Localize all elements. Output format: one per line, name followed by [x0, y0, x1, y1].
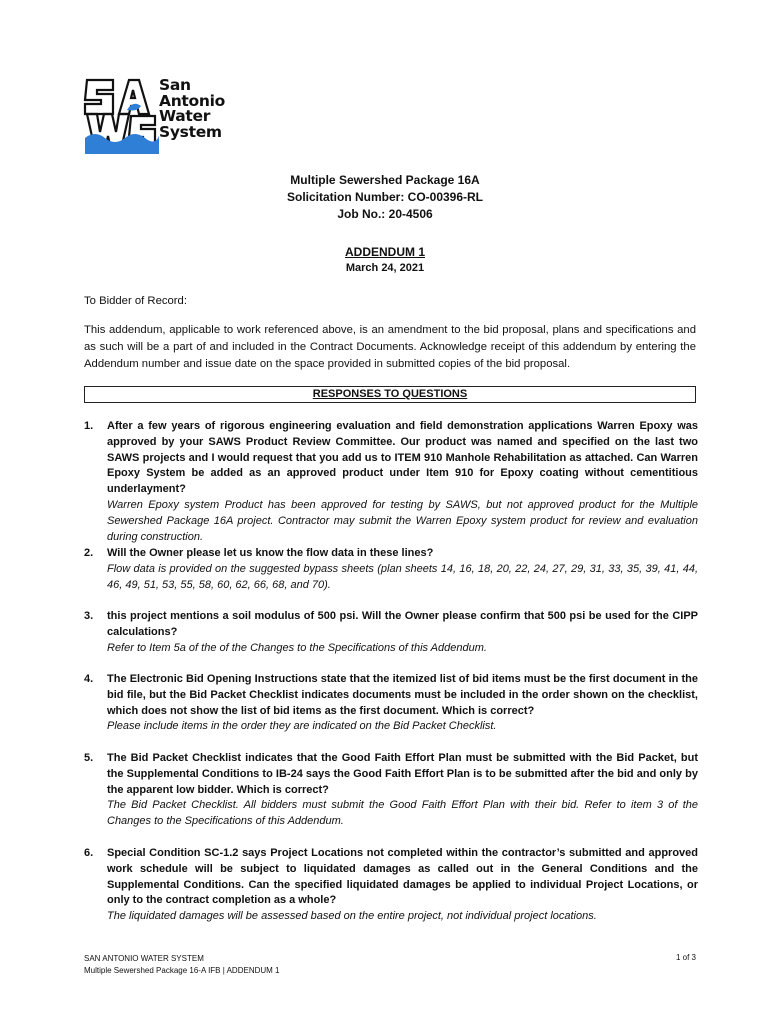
addendum-title: ADDENDUM 1 — [344, 245, 425, 259]
footer-org: SAN ANTONIO WATER SYSTEM — [84, 954, 204, 963]
saws-logo — [83, 74, 223, 154]
saws-emblem-icon — [83, 74, 159, 154]
qa-item — [84, 546, 698, 593]
question-text: After a few years of rigorous engineering evaluation and field demonstration applications Warren Epoxy was approved by your SAWS Product Review Committee. Our product was named and specified on the last two SAWS projects and I would request that you add us to ITEM 910 Manhole Rehabilitation as attached. Can Warren Epoxy System be added as an approved product under Item 910 for Epoxy coating without cementitious underlayment? — [107, 420, 698, 496]
answer-text: The liquidated damages will be assessed based on the entire project, not individual project locations. — [107, 910, 597, 923]
qa-number: 6. — [84, 847, 94, 859]
question-text: this project mentions a soil modulus of 500 psi. Will the Owner please confirm that 500 psi be used for the CIPP calculations? — [107, 610, 698, 638]
qa-number: 4. — [84, 673, 94, 685]
logo-line-san: San — [159, 76, 191, 94]
qa-item — [84, 419, 698, 545]
question-text: The Electronic Bid Opening Instructions state that the itemized list of bid items must be the first document in the bid file, but the Bid Packet Checklist indicates documents must be included in the order shown on the checklist, which does not show the list of bid items as the first document. Which is correct? — [107, 673, 698, 717]
qa-number: 3. — [84, 610, 94, 622]
qa-item — [84, 609, 698, 656]
qa-item — [84, 751, 698, 830]
section-title: RESPONSES TO QUESTIONS — [312, 388, 468, 400]
qa-item — [84, 672, 698, 735]
answer-text: The Bid Packet Checklist. All bidders must submit the Good Faith Effort Plan with their bid. Refer to item 3 of the Changes to the Specifications of this Addendum. — [107, 799, 698, 828]
question-text: Will the Owner please let us know the flow data in these lines? — [107, 547, 434, 559]
answer-text: Refer to Item 5a of the of the Changes to the Specifications of this Addendum. — [107, 641, 487, 654]
qa-number: 2. — [84, 547, 94, 559]
section-banner — [84, 386, 696, 403]
answer-text: Warren Epoxy system Product has been approved for testing by SAWS, but not approved product for the Multiple Sewershed Package 16A project. Contractor may submit the Warren Epoxy system product for review and evaluation during construction. — [107, 498, 698, 543]
solicitation-number: Solicitation Number: CO-00396-RL — [286, 190, 484, 204]
question-text: The Bid Packet Checklist indicates that the Good Faith Effort Plan must be submitted with the Bid Packet, but the Supplemental Conditions to IB-24 says the Good Faith Effort Plan is to be submitted after the bid and only by the apparent low bidder. Which is correct? — [107, 752, 698, 796]
qa-number: 5. — [84, 752, 94, 764]
qa-number: 1. — [84, 420, 94, 432]
logo-wordmark — [159, 78, 225, 140]
footer-doc: Multiple Sewershed Package 16-A IFB | ADDENDUM 1 — [84, 966, 280, 975]
answer-text: Flow data is provided on the suggested bypass sheets (plan sheets 14, 16, 18, 20, 22, 24, 27, 29, 31, 33, 35, 39, 41, 44, 46, 49, 51, 53, 55, 58, 60, 62, 66, 68, and 70). — [107, 562, 698, 591]
addendum-date: March 24, 2021 — [345, 262, 425, 274]
project-title: Multiple Sewershed Package 16A — [290, 173, 480, 187]
page-number: 1 of 3 — [675, 953, 696, 962]
job-number: Job No.: 20-4506 — [337, 207, 433, 221]
answer-text: Please include items in the order they are indicated on the Bid Packet Checklist. — [107, 720, 497, 733]
greeting: To Bidder of Record: — [84, 295, 187, 307]
intro-paragraph: This addendum, applicable to work referenced above, is an amendment to the bid proposal, plans and specifications and as such will be a part of and included in the Contract Documents. Acknowledge receipt of this addendum by entering the Addendum number and issue date on the space provided in submitted copies of the bid proposal. — [84, 324, 696, 370]
logo-line-antonio: Antonio — [159, 91, 225, 110]
question-text: Special Condition SC-1.2 says Project Locations not completed within the contractor’s submitted and approved work schedule will be subject to liquidated damages as called out in the General Conditions and the Supplemental Conditions. Can the specified liquidated damages be applied to individual Project Locations, or only to the contract completion as a whole? — [107, 847, 698, 907]
logo-line-water: Water — [159, 107, 211, 125]
logo-line-system: System — [159, 122, 222, 141]
qa-item — [84, 846, 698, 925]
